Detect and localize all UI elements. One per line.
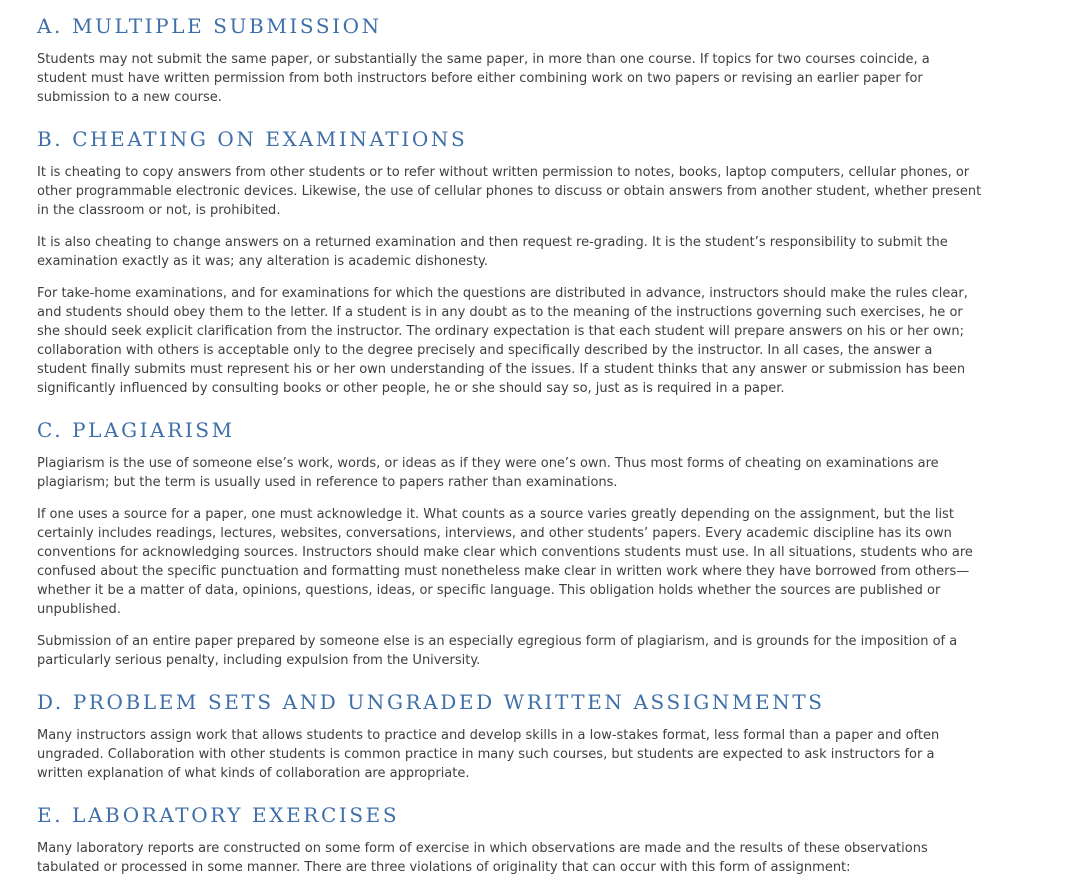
paragraph: Students may not submit the same paper, or substantially the same paper, in more than one course. If topics for two courses coincide, a student must have written permission from both instructors before either combining work on two papers or revising an earlier paper for submission to a new course. [37,52,930,105]
section-heading: D. PROBLEM SETS AND UNGRADED WRITTEN ASSIGNMENTS [37,690,825,714]
paragraph: It is cheating to copy answers from other students or to refer without written permission to notes, books, laptop computers, cellular phones, or other programmable electronic devices. Likewise, the use of cellular phones to discuss or obtain answers from another student, whether present in the classroom or not, is prohibited. [37,165,982,218]
section-plagiarism [37,417,1037,670]
paragraph: Plagiarism is the use of someone else’s work, words, or ideas as if they were one’s own. Thus most forms of cheating on examinations are plagiarism; but the term is usually used in reference to papers rather than examinations. [37,456,939,490]
section-heading: B. CHEATING ON EXAMINATIONS [37,127,468,151]
section-multiple-submission [37,13,1037,107]
paragraph: Submission of an entire paper prepared by someone else is an especially egregious form of plagiarism, and is grounds for the imposition of a particularly serious penalty, including expulsion from the University. [37,634,958,668]
paragraph: Many laboratory reports are constructed on some form of exercise in which observations are made and the results of these observations tabulated or processed in some manner. There are three violations of originality that can occur with this form of assignment: [37,841,928,875]
paragraph: For take-home examinations, and for examinations for which the questions are distributed in advance, instructors should make the rules clear, and students should obey them to the letter. If a student is in any doubt as to the meaning of the instructions governing such exercises, he or she should seek explicit clarification from the instructor. The ordinary expectation is that each student will prepare answers on his or her own; collaboration with others is acceptable only to the degree precisely and specifically described by the instructor. In all cases, the answer a student finally submits must represent his or her own understanding of the issues. If a student thinks that any answer or submission has been significantly influenced by consulting books or other people, he or she should say so, just as is required in a paper. [37,286,968,396]
section-heading: C. PLAGIARISM [37,418,235,442]
section-heading: E. LABORATORY EXERCISES [37,803,400,827]
section-heading: A. MULTIPLE SUBMISSION [37,14,382,38]
paragraph: It is also cheating to change answers on a returned examination and then request re-grading. It is the student’s responsibility to submit the examination exactly as it was; any alteration is academic dishonesty. [37,235,948,269]
section-cheating-on-examinations [37,126,1037,398]
section-laboratory-exercises [37,802,1037,877]
paragraph: Many instructors assign work that allows students to practice and develop skills in a low-stakes format, less formal than a paper and often ungraded. Collaboration with other students is common practice in many such courses, but students are expected to ask instructors for a written explanation of what kinds of collaboration are appropriate. [37,728,940,781]
section-problem-sets [37,689,1037,783]
paragraph: If one uses a source for a paper, one must acknowledge it. What counts as a source varies greatly depending on the assignment, but the list certainly includes readings, lectures, websites, conversations, interviews, and other students’ papers. Every academic discipline has its own conventions for acknowledging sources. Instructors should make clear which conventions students must use. In all situations, students who are confused about the specific punctuation and formatting must nonetheless make clear in written work where they have borrowed from others—whether it be a matter of data, opinions, questions, ideas, or specific language. This obligation holds whether the sources are published or unpublished. [37,507,973,617]
policy-document [37,13,1037,890]
